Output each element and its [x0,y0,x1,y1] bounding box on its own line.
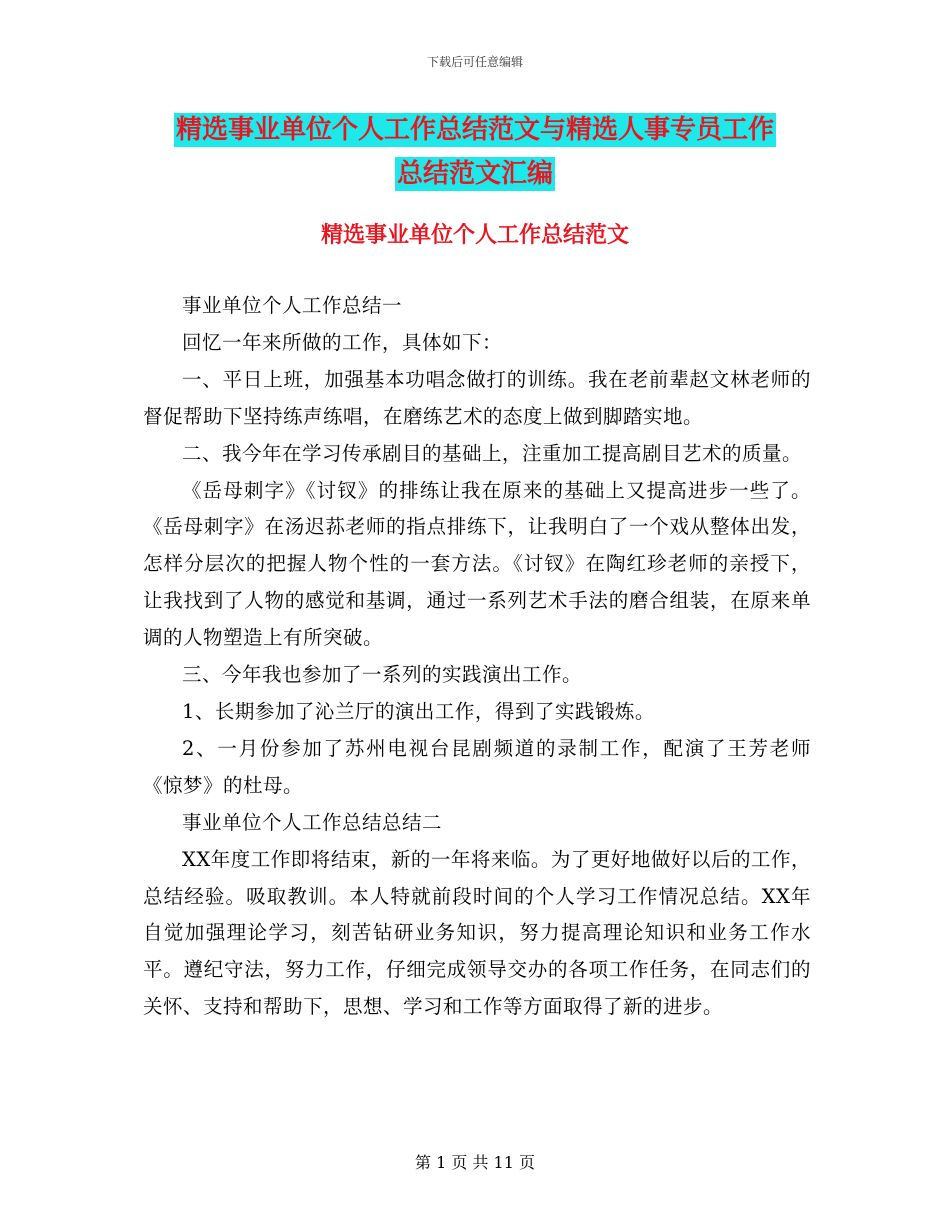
page-header-note: 下载后可任意编辑 [426,55,523,69]
paragraph: 1、长期参加了沁兰厅的演出工作，得到了实践锻炼。 [182,699,655,723]
paragraph: 三、今年我也参加了一系列的实践演出工作。 [182,663,583,687]
paragraph: 一、平日上班，加强基本功唱念做打的训练。我在老前辈赵文林老师的督促帮助下坚持练声练唱，在磨练艺术的态度上做到脚踏实地。 [143,367,811,428]
document-body [143,288,811,1026]
paragraph: 回忆一年来所做的工作，具体如下： [182,330,503,354]
paragraph: 2、一月份参加了苏州电视台昆剧频道的录制工作，配演了王芳老师《惊梦》的杜母。 [143,736,811,797]
document-title [140,108,810,196]
paragraph: 事业单位个人工作总结总结二 [182,810,443,834]
document-title-line-2: 总结范文汇编 [396,159,553,189]
document-title-line-1: 精选事业单位个人工作总结范文与精选人事专员工作 [175,115,774,145]
page-number: 第 1 页 共 11 页 [415,1153,535,1172]
paragraph: 《岳母刺字》《讨钗》的排练让我在原来的基础上又提高进步一些了。《岳母刺字》在汤迟荪老师的指点排练下，让我明白了一个戏从整体出发，怎样分层次的把握人物个性的一套方法。《讨钗》在陶红珍老师的亲授下，让我找到了人物的感觉和基调，通过一系列艺术手法的磨合组装，在原来单调的人物塑造上有所突破。 [143,478,811,650]
paragraph: XX年度工作即将结束，新的一年将来临。为了更好地做好以后的工作，总结经验。吸取教训。本人特就前段时间的个人学习工作情况总结。XX年自觉加强理论学习，刻苦钻研业务知识，努力提高理论知识和业务工作水平。遵纪守法，努力工作，仔细完成领导交办的各项工作任务，在同志们的关怀、支持和帮助下，思想、学习和工作等方面取得了新的进步。 [143,847,811,1019]
section-title: 精选事业单位个人工作总结范文 [320,223,629,248]
paragraph: 二、我今年在学习传承剧目的基础上，注重加工提高剧目艺术的质量。 [182,441,803,465]
paragraph: 事业单位个人工作总结一 [182,294,403,317]
